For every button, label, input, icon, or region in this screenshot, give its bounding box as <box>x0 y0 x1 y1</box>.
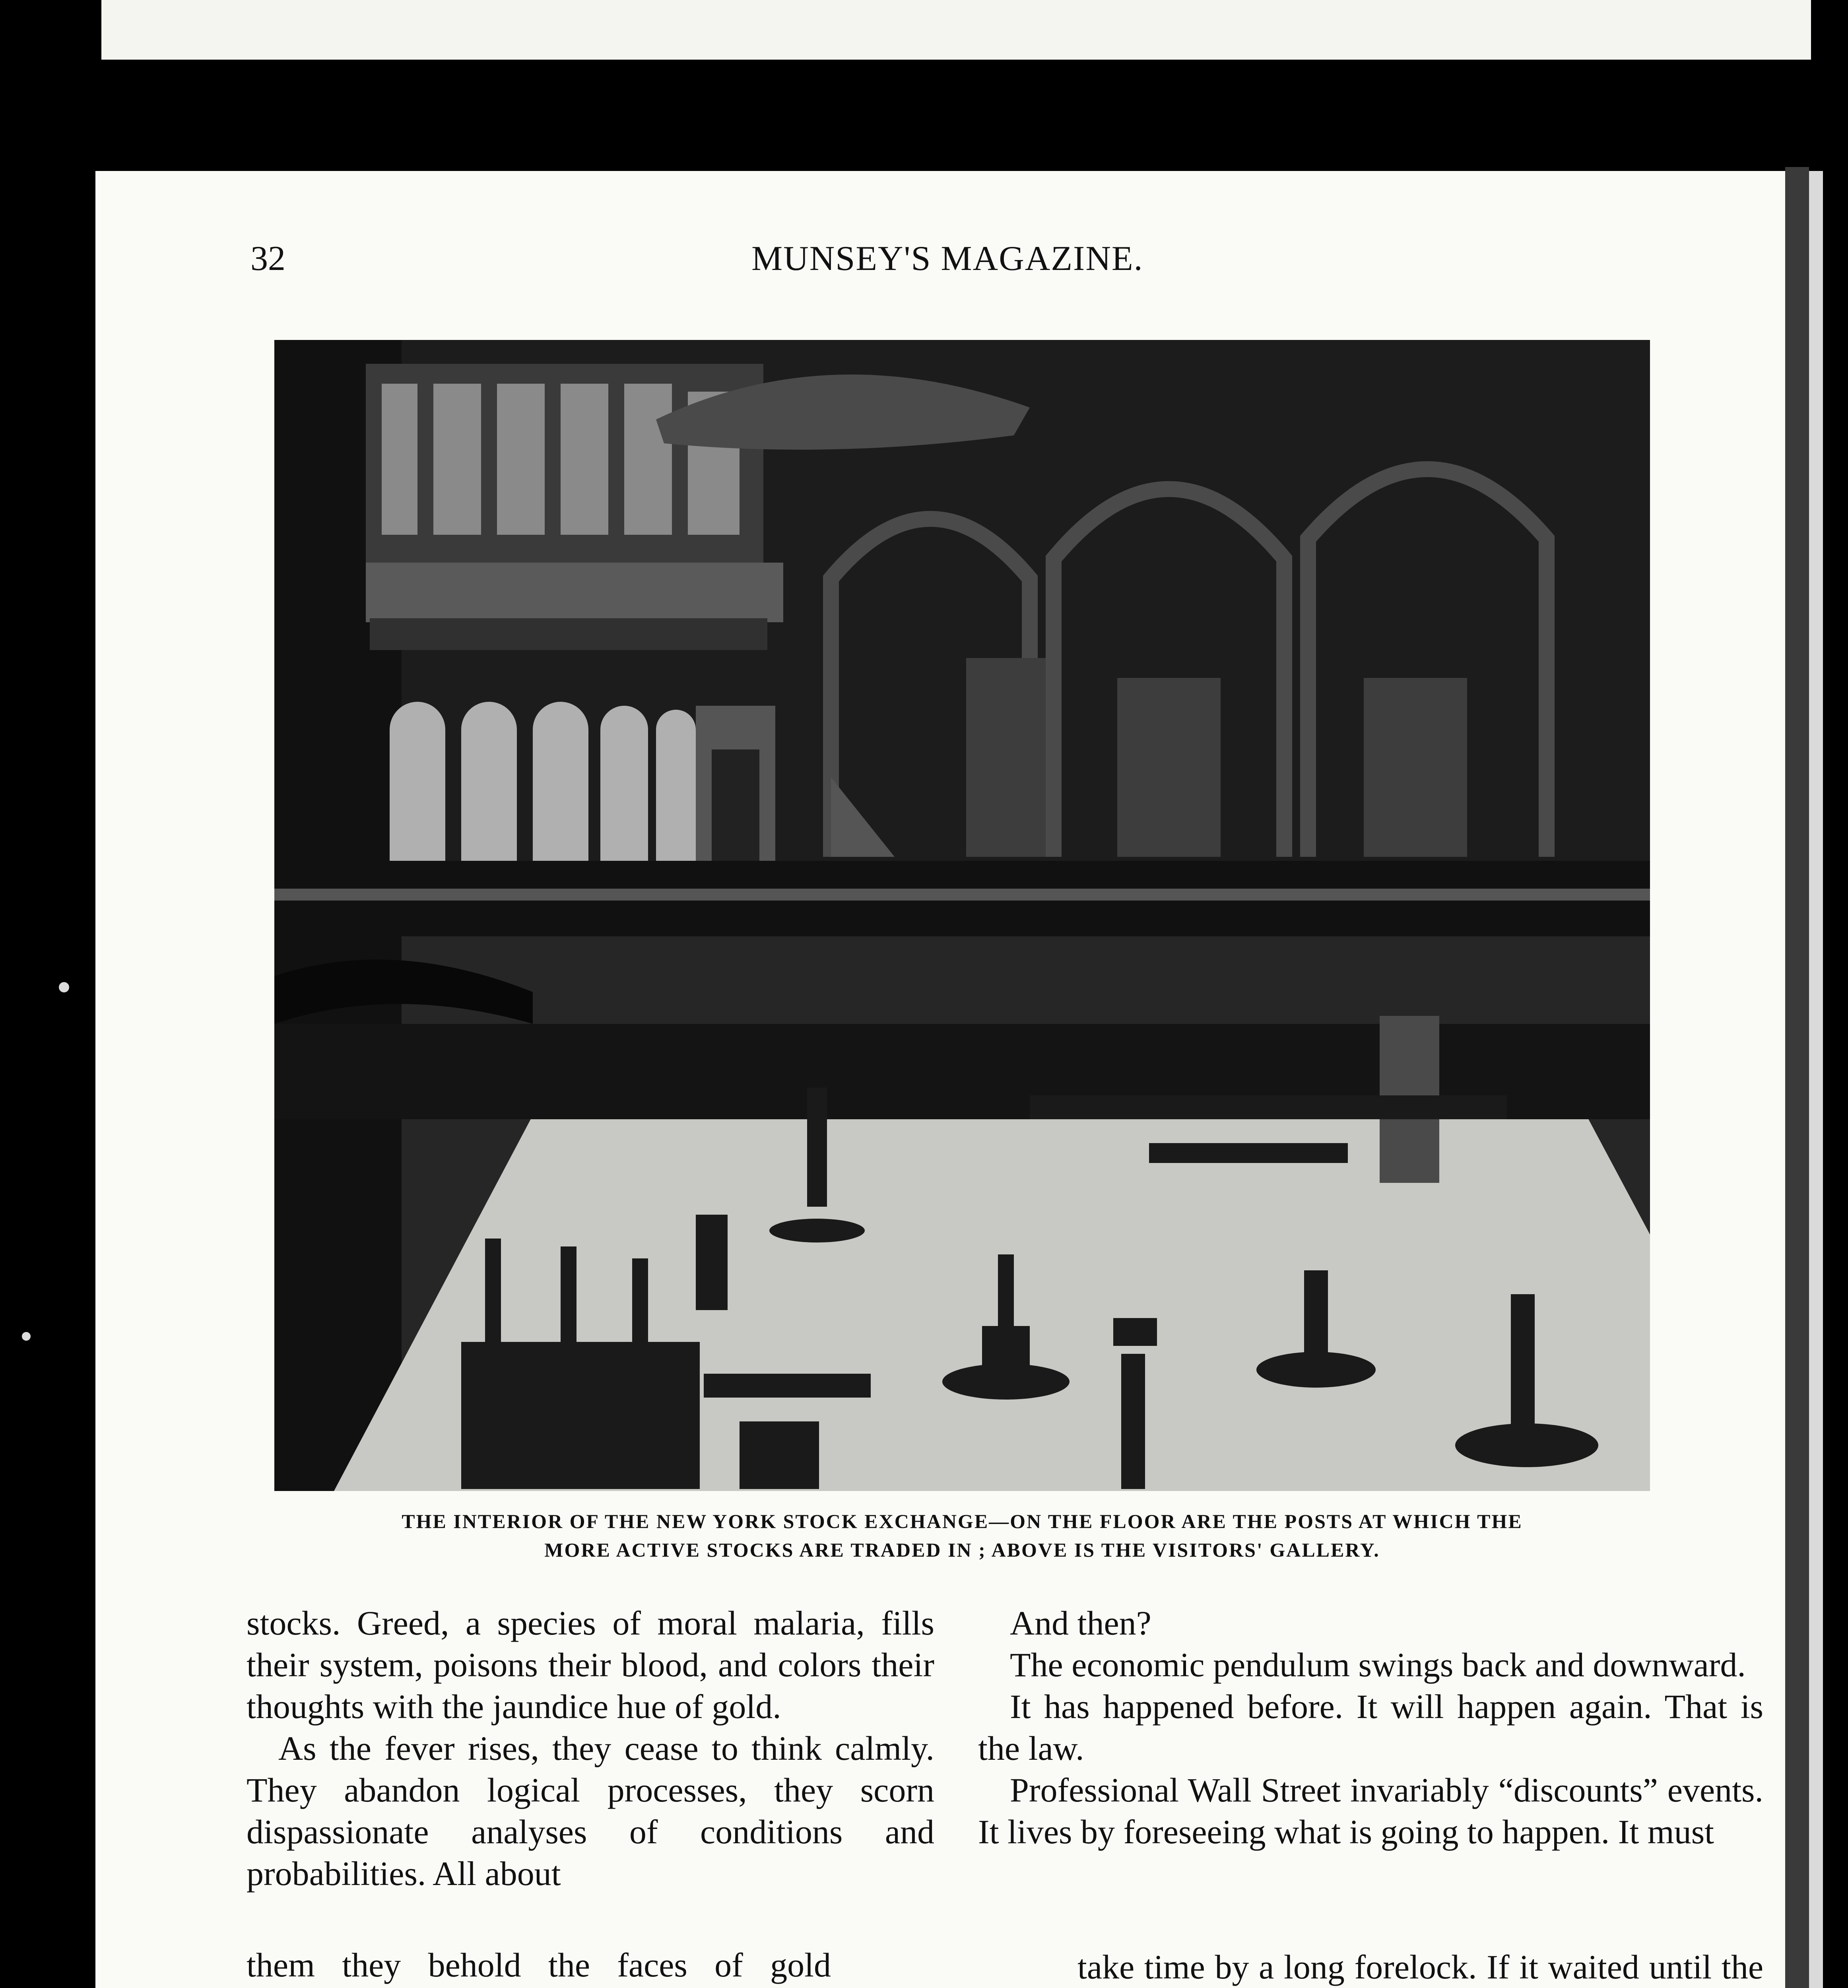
paragraph: stocks. Greed, a species of moral malaria, fills their system, poisons their blood, and colors their thoughts with the jaundice hue of gold. <box>247 1604 934 1726</box>
page-number: 32 <box>250 239 285 278</box>
paragraph: As the fever rises, they cease to think calmly. They abandon logical processes, they scorn dispassionate analyses of conditions and probabilities. All about <box>247 1729 934 1893</box>
paragraph: It has happened before. It will happen again. That is the law. <box>978 1687 1763 1767</box>
stock-exchange-interior-photo <box>274 340 1650 1491</box>
photo-caption <box>247 1507 1678 1564</box>
right-column-wrapped <box>1077 1946 1763 1988</box>
scan-speck <box>59 982 69 992</box>
magazine-title: MUNSEY'S MAGAZINE. <box>751 239 1143 278</box>
gentleman-illustration <box>857 1984 1083 1988</box>
page-spine-edge <box>1809 171 1823 1988</box>
page-spine-shadow <box>1785 167 1809 1988</box>
paragraph: take time by a long forelock. If it waited until the <box>1077 1948 1763 1986</box>
left-column-upper <box>247 1602 934 1895</box>
paragraph: The economic pendulum swings back and downward. <box>1010 1646 1746 1684</box>
scan-border-left <box>0 0 101 1988</box>
scan-speck <box>22 1332 31 1341</box>
running-head <box>95 239 1785 290</box>
right-column-upper <box>978 1602 1763 1853</box>
stock-exchange-photo <box>274 340 1650 1491</box>
caption-line-1: THE INTERIOR OF THE NEW YORK STOCK EXCHANGE—ON THE FLOOR ARE THE POSTS AT WHICH THE <box>402 1510 1523 1532</box>
previous-page-edge <box>101 0 1811 60</box>
caption-line-2: MORE ACTIVE STOCKS ARE TRADED IN ; ABOVE IS THE VISITORS' GALLERY. <box>544 1539 1380 1561</box>
paragraph: Professional Wall Street invariably “discounts” events. It lives by foreseeing what is going to happen. It must <box>978 1771 1763 1851</box>
paragraph: And then? <box>1010 1604 1151 1642</box>
gentleman-in-bowler-hat-illustration <box>857 1984 1083 1988</box>
magazine-page <box>95 171 1785 1988</box>
paragraph: them they behold the faces of gold <box>247 1946 831 1984</box>
left-column-wrapped <box>247 1944 831 1988</box>
